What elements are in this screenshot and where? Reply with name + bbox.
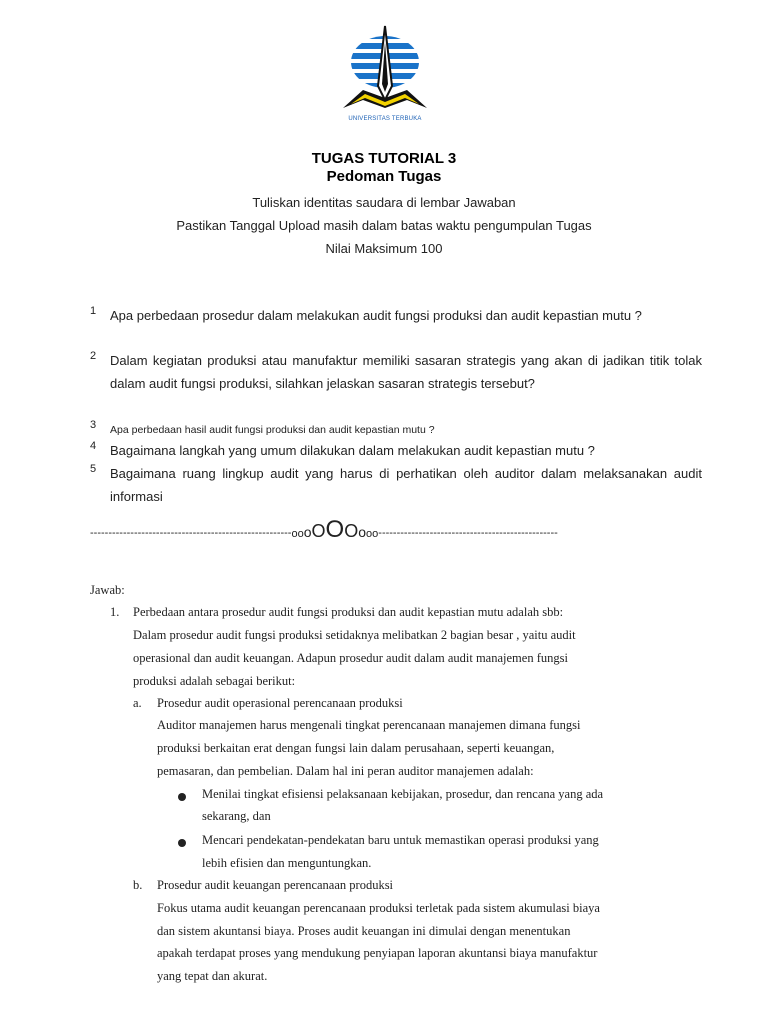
question-number: 1 — [90, 305, 97, 317]
divider-ornament: oo — [366, 528, 379, 540]
question-item — [90, 350, 702, 395]
sub-marker: b. — [133, 878, 143, 892]
answer-line: apakah terdapat proses yang mendukung penyiapan laporan akuntansi biaya manufaktur — [157, 946, 598, 960]
question-item — [90, 440, 702, 463]
question-text: Bagaimana langkah yang umum dilakukan dalam melakukan audit kepastian mutu ? — [110, 443, 595, 458]
answer-line: produksi adalah sebagai berikut: — [133, 674, 296, 688]
answer-line: Auditor manajemen harus mengenali tingkat perencanaan manajemen dimana fungsi — [157, 718, 581, 732]
question-number: 2 — [90, 350, 97, 362]
divider-ornament: O — [311, 521, 326, 541]
question-item — [90, 463, 702, 508]
divider-ornament: O — [344, 521, 359, 541]
question-item — [90, 305, 702, 328]
divider-ornament: o — [303, 524, 312, 540]
sub-heading: Prosedur audit operasional perencanaan produksi — [157, 696, 403, 710]
logo-caption: UNIVERSITAS TERBUKA — [348, 116, 422, 122]
question-text: Apa perbedaan prosedur dalam melakukan audit fungsi produksi dan audit kepastian mutu ? — [110, 308, 642, 323]
sub-marker: a. — [133, 696, 142, 710]
universitas-terbuka-logo — [337, 20, 433, 130]
bullet-icon — [178, 839, 186, 847]
divider-ornament: o — [358, 524, 367, 540]
question-number: 3 — [90, 419, 97, 431]
section-divider — [90, 516, 710, 546]
divider-ornament: O — [325, 516, 345, 543]
divider-dashes-left: ------------------------------------------------------- — [90, 526, 292, 539]
answer-line: dan sistem akuntansi biaya. Proses audit keuangan ini dimulai dengan menentukan — [157, 924, 571, 938]
answer-line: operasional dan audit keuangan. Adapun prosedur audit dalam audit manajemen fungsi — [133, 651, 568, 665]
instruction-line: Tuliskan identitas saudara di lembar Jawaban — [252, 195, 516, 210]
sub-heading: Prosedur audit keuangan perencanaan produksi — [157, 878, 394, 892]
bullet-line: Mencari pendekatan-pendekatan baru untuk memastikan operasi produksi yang — [202, 833, 599, 847]
divider-ornament: oo — [291, 528, 304, 540]
divider-dashes-right: ------------------------------------------------- — [378, 526, 558, 539]
answer-heading: Perbedaan antara prosedur audit fungsi produksi dan audit kepastian mutu adalah sbb: — [133, 605, 564, 619]
bullet-line: sekarang, dan — [202, 809, 271, 823]
question-number: 4 — [90, 440, 97, 452]
answer-line: Dalam prosedur audit fungsi produksi setidaknya melibatkan 2 bagian besar , yaitu audit — [133, 628, 576, 642]
bullet-line: Menilai tingkat efisiensi pelaksanaan kebijakan, prosedur, dan rencana yang ada — [202, 787, 604, 801]
question-text: Bagaimana ruang lingkup audit yang harus di perhatikan oleh auditor dalam melaksanakan audit informasi — [110, 466, 702, 504]
question-item — [90, 419, 702, 442]
page-title: TUGAS TUTORIAL 3 — [311, 150, 457, 167]
answer-number: 1. — [110, 605, 120, 619]
instruction-line: Nilai Maksimum 100 — [325, 241, 443, 256]
bullet-icon — [178, 793, 186, 801]
bullet-line: lebih efisien dan menguntungkan. — [202, 856, 372, 870]
question-number: 5 — [90, 463, 97, 475]
answer-line: pemasaran, dan pembelian. Dalam hal ini peran auditor manajemen adalah: — [157, 764, 534, 778]
instruction-line: Pastikan Tanggal Upload masih dalam batas waktu pengumpulan Tugas — [176, 218, 592, 233]
answer-line: Fokus utama audit keuangan perencanaan produksi terletak pada sistem akumulasi biaya — [157, 901, 600, 915]
answer-line: yang tepat dan akurat. — [157, 969, 268, 983]
question-text: Apa perbedaan hasil audit fungsi produksi dan audit kepastian mutu ? — [110, 424, 435, 436]
answer-label: Jawab: — [90, 583, 125, 597]
question-text: Dalam kegiatan produksi atau manufaktur memiliki sasaran strategis yang akan di jadikan titik tolak dalam audit fungsi produksi, silahkan jelaskan sasaran strategis tersebut? — [110, 353, 702, 391]
answer-line: produksi berkaitan erat dengan fungsi lain dalam perusahaan, seperti keuangan, — [157, 741, 555, 755]
page-subtitle: Pedoman Tugas — [326, 168, 442, 185]
